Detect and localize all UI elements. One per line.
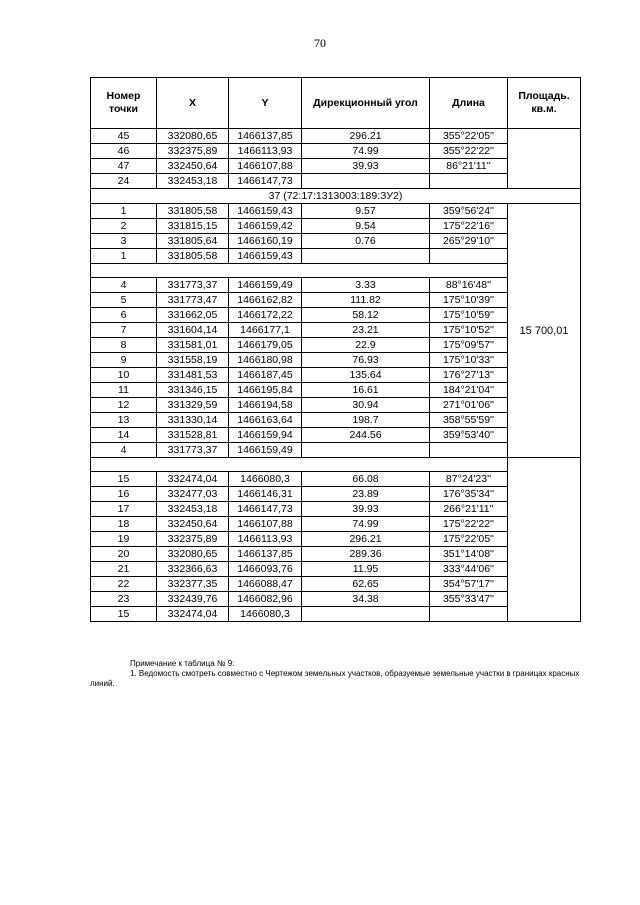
y-coordinate-cell: 1466162,82	[229, 293, 302, 308]
point-number-cell: 45	[91, 129, 157, 144]
table-row	[91, 204, 581, 219]
table-row	[91, 443, 581, 458]
point-number-cell: 12	[91, 398, 157, 413]
table-row	[91, 368, 581, 383]
x-coordinate-cell: 331346,15	[157, 383, 229, 398]
header-y: Y	[229, 78, 302, 129]
length-cell: 351°14'08''	[430, 547, 508, 562]
table-row	[91, 159, 581, 174]
length-cell: 358°55'59''	[430, 413, 508, 428]
bearing-cell	[302, 607, 430, 622]
table-row	[91, 308, 581, 323]
length-cell: 175°10'33''	[430, 353, 508, 368]
point-number-cell: 4	[91, 278, 157, 293]
x-coordinate-cell: 331558,19	[157, 353, 229, 368]
point-number-cell: 47	[91, 159, 157, 174]
point-number-cell: 21	[91, 562, 157, 577]
point-number-cell: 2	[91, 219, 157, 234]
table-row	[91, 592, 581, 607]
table-gap-row	[91, 458, 581, 472]
x-coordinate-cell: 331805,64	[157, 234, 229, 249]
x-coordinate-cell: 331662,05	[157, 308, 229, 323]
y-coordinate-cell: 1466159,49	[229, 278, 302, 293]
point-number-cell: 19	[91, 532, 157, 547]
length-cell: 175°22'05''	[430, 532, 508, 547]
table-row	[91, 607, 581, 622]
bearing-cell: 39.93	[302, 159, 430, 174]
gap-cell	[91, 264, 508, 278]
length-cell	[430, 174, 508, 189]
header-x: X	[157, 78, 229, 129]
bearing-cell: 198.7	[302, 413, 430, 428]
point-number-cell: 3	[91, 234, 157, 249]
y-coordinate-cell: 1466187,45	[229, 368, 302, 383]
y-coordinate-cell: 1466159,43	[229, 249, 302, 264]
bearing-cell: 9.57	[302, 204, 430, 219]
table-row	[91, 129, 581, 144]
bearing-cell: 23.89	[302, 487, 430, 502]
bearing-cell: 9.54	[302, 219, 430, 234]
y-coordinate-cell: 1466160,19	[229, 234, 302, 249]
length-cell: 176°27'13''	[430, 368, 508, 383]
point-number-cell: 15	[91, 607, 157, 622]
length-cell: 271°01'06''	[430, 398, 508, 413]
x-coordinate-cell: 331773,37	[157, 443, 229, 458]
length-cell: 184°21'04''	[430, 383, 508, 398]
length-cell: 86°21'11''	[430, 159, 508, 174]
length-cell: 359°56'24''	[430, 204, 508, 219]
x-coordinate-cell: 332453,18	[157, 502, 229, 517]
x-coordinate-cell: 331481,53	[157, 368, 229, 383]
x-coordinate-cell: 331773,47	[157, 293, 229, 308]
header-length: Длина	[430, 78, 508, 129]
x-coordinate-cell: 332474,04	[157, 472, 229, 487]
bearing-cell: 111.82	[302, 293, 430, 308]
table-header-row	[91, 78, 581, 129]
point-number-cell: 15	[91, 472, 157, 487]
x-coordinate-cell: 332450,64	[157, 517, 229, 532]
table-row	[91, 428, 581, 443]
x-coordinate-cell: 331773,37	[157, 278, 229, 293]
length-cell: 87°24'23''	[430, 472, 508, 487]
table-row	[91, 219, 581, 234]
y-coordinate-cell: 1466113,93	[229, 144, 302, 159]
y-coordinate-cell: 1466082,96	[229, 592, 302, 607]
bearing-cell: 74.99	[302, 517, 430, 532]
table-row	[91, 174, 581, 189]
y-coordinate-cell: 1466177,1	[229, 323, 302, 338]
area-empty-cell	[508, 129, 581, 189]
bearing-cell: 30.94	[302, 398, 430, 413]
gap-cell	[91, 458, 508, 472]
table-row	[91, 547, 581, 562]
table-row	[91, 353, 581, 368]
table-row	[91, 278, 581, 293]
y-coordinate-cell: 1466107,88	[229, 517, 302, 532]
length-cell: 333°44'06''	[430, 562, 508, 577]
y-coordinate-cell: 1466146,31	[229, 487, 302, 502]
table-row	[91, 234, 581, 249]
length-cell: 175°10'39''	[430, 293, 508, 308]
table-row	[91, 338, 581, 353]
bearing-cell: 39.93	[302, 502, 430, 517]
y-coordinate-cell: 1466080,3	[229, 472, 302, 487]
bearing-cell: 296.21	[302, 129, 430, 144]
x-coordinate-cell: 332375,89	[157, 144, 229, 159]
length-cell	[430, 443, 508, 458]
table-row	[91, 413, 581, 428]
x-coordinate-cell: 332375,89	[157, 532, 229, 547]
bearing-cell: 23.21	[302, 323, 430, 338]
y-coordinate-cell: 1466159,94	[229, 428, 302, 443]
table-row	[91, 383, 581, 398]
length-cell: 175°22'22''	[430, 517, 508, 532]
x-coordinate-cell: 331329,59	[157, 398, 229, 413]
point-number-cell: 16	[91, 487, 157, 502]
point-number-cell: 1	[91, 204, 157, 219]
x-coordinate-cell: 331805,58	[157, 249, 229, 264]
bearing-cell: 66.08	[302, 472, 430, 487]
point-number-cell: 18	[91, 517, 157, 532]
y-coordinate-cell: 1466137,85	[229, 547, 302, 562]
y-coordinate-cell: 1466163,64	[229, 413, 302, 428]
length-cell: 354°57'17''	[430, 577, 508, 592]
length-cell: 355°22'05''	[430, 129, 508, 144]
length-cell: 175°10'59''	[430, 308, 508, 323]
point-number-cell: 4	[91, 443, 157, 458]
point-number-cell: 5	[91, 293, 157, 308]
length-cell	[430, 249, 508, 264]
y-coordinate-cell: 1466172,22	[229, 308, 302, 323]
bearing-cell: 34.38	[302, 592, 430, 607]
y-coordinate-cell: 1466180,98	[229, 353, 302, 368]
bearing-cell: 11.95	[302, 562, 430, 577]
y-coordinate-cell: 1466159,43	[229, 204, 302, 219]
header-point-number: Номер точки	[91, 78, 157, 129]
bearing-cell	[302, 249, 430, 264]
table-row	[91, 144, 581, 159]
point-number-cell: 17	[91, 502, 157, 517]
point-number-cell: 24	[91, 174, 157, 189]
table-row	[91, 577, 581, 592]
table-row	[91, 487, 581, 502]
note-body: 1. Ведомость смотреть совместно с Чертежом земельных участков, образуемые земельные участки в границах красных линий.	[90, 669, 580, 688]
area-value-cell: 15 700,01	[508, 204, 581, 458]
bearing-cell: 296.21	[302, 532, 430, 547]
length-cell: 355°33'47''	[430, 592, 508, 607]
y-coordinate-cell: 1466093,76	[229, 562, 302, 577]
header-area: Площадь. кв.м.	[508, 78, 581, 129]
table-note	[90, 659, 585, 689]
x-coordinate-cell: 331815,15	[157, 219, 229, 234]
coordinates-table	[90, 77, 581, 622]
table-row	[91, 293, 581, 308]
parcel-subheader: 37 (72:17:1313003:189:ЗУ2)	[91, 189, 581, 204]
y-coordinate-cell: 1466113,93	[229, 532, 302, 547]
point-number-cell: 1	[91, 249, 157, 264]
length-cell: 265°29'10''	[430, 234, 508, 249]
y-coordinate-cell: 1466147,73	[229, 502, 302, 517]
note-title: Примечание к таблица № 9:	[130, 659, 235, 668]
bearing-cell	[302, 174, 430, 189]
parcel-subheader-row	[91, 189, 581, 204]
x-coordinate-cell: 332080,65	[157, 547, 229, 562]
y-coordinate-cell: 1466080,3	[229, 607, 302, 622]
point-number-cell: 11	[91, 383, 157, 398]
y-coordinate-cell: 1466159,49	[229, 443, 302, 458]
bearing-cell: 0.76	[302, 234, 430, 249]
table-row	[91, 532, 581, 547]
length-cell: 266°21'11''	[430, 502, 508, 517]
point-number-cell: 7	[91, 323, 157, 338]
bearing-cell: 289.36	[302, 547, 430, 562]
length-cell: 355°22'22''	[430, 144, 508, 159]
x-coordinate-cell: 332450,64	[157, 159, 229, 174]
length-cell	[430, 607, 508, 622]
bearing-cell: 58.12	[302, 308, 430, 323]
bearing-cell: 76.93	[302, 353, 430, 368]
x-coordinate-cell: 331805,58	[157, 204, 229, 219]
length-cell: 175°22'16''	[430, 219, 508, 234]
bearing-cell: 135.64	[302, 368, 430, 383]
page-number: 70	[314, 36, 326, 50]
bearing-cell: 62.65	[302, 577, 430, 592]
table-row	[91, 502, 581, 517]
bearing-cell	[302, 443, 430, 458]
x-coordinate-cell: 332474,04	[157, 607, 229, 622]
x-coordinate-cell: 331330,14	[157, 413, 229, 428]
table-gap-row	[91, 264, 581, 278]
point-number-cell: 10	[91, 368, 157, 383]
bearing-cell: 3.33	[302, 278, 430, 293]
x-coordinate-cell: 332377,35	[157, 577, 229, 592]
y-coordinate-cell: 1466194,58	[229, 398, 302, 413]
table-row	[91, 472, 581, 487]
y-coordinate-cell: 1466159,42	[229, 219, 302, 234]
table-row	[91, 398, 581, 413]
table-row	[91, 562, 581, 577]
header-bearing: Дирекционный угол	[302, 78, 430, 129]
point-number-cell: 6	[91, 308, 157, 323]
y-coordinate-cell: 1466088,47	[229, 577, 302, 592]
x-coordinate-cell: 332080,65	[157, 129, 229, 144]
y-coordinate-cell: 1466137,85	[229, 129, 302, 144]
bearing-cell: 74.99	[302, 144, 430, 159]
y-coordinate-cell: 1466107,88	[229, 159, 302, 174]
length-cell: 176°35'34''	[430, 487, 508, 502]
y-coordinate-cell: 1466179,05	[229, 338, 302, 353]
point-number-cell: 9	[91, 353, 157, 368]
point-number-cell: 22	[91, 577, 157, 592]
x-coordinate-cell: 332477,03	[157, 487, 229, 502]
point-number-cell: 20	[91, 547, 157, 562]
x-coordinate-cell: 331528,81	[157, 428, 229, 443]
bearing-cell: 22.9	[302, 338, 430, 353]
x-coordinate-cell: 332453,18	[157, 174, 229, 189]
area-empty-cell	[508, 458, 581, 622]
point-number-cell: 46	[91, 144, 157, 159]
point-number-cell: 13	[91, 413, 157, 428]
y-coordinate-cell: 1466147,73	[229, 174, 302, 189]
length-cell: 175°09'57''	[430, 338, 508, 353]
length-cell: 359°53'40''	[430, 428, 508, 443]
point-number-cell: 8	[91, 338, 157, 353]
x-coordinate-cell: 331604,14	[157, 323, 229, 338]
x-coordinate-cell: 331581,01	[157, 338, 229, 353]
bearing-cell: 244.56	[302, 428, 430, 443]
bearing-cell: 16.61	[302, 383, 430, 398]
point-number-cell: 23	[91, 592, 157, 607]
table-row	[91, 249, 581, 264]
x-coordinate-cell: 332366,63	[157, 562, 229, 577]
table-row	[91, 323, 581, 338]
length-cell: 175°10'52''	[430, 323, 508, 338]
y-coordinate-cell: 1466195,84	[229, 383, 302, 398]
length-cell: 88°16'48''	[430, 278, 508, 293]
x-coordinate-cell: 332439,76	[157, 592, 229, 607]
point-number-cell: 14	[91, 428, 157, 443]
table-row	[91, 517, 581, 532]
